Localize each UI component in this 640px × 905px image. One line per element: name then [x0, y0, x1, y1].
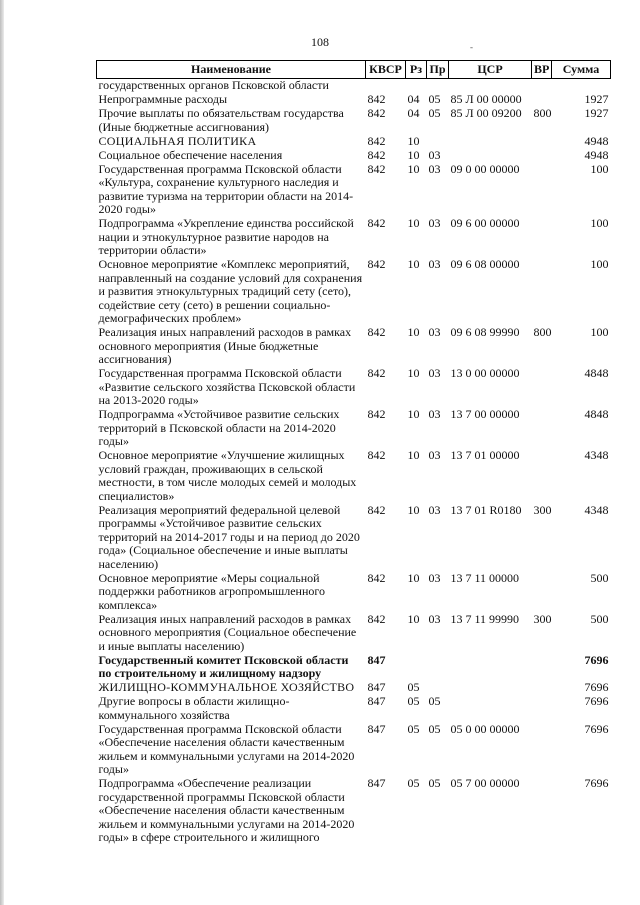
cell-name: Основное мероприятие «Меры социальной поддержки работников агропромышленного комплекса»	[98, 570, 326, 612]
cell-pr: 03	[428, 570, 441, 585]
cell-pr: 03	[428, 216, 441, 230]
table-row	[97, 695, 611, 723]
cell-vr	[532, 149, 552, 163]
cell-name: Основное мероприятие «Улучшение жилищных условий граждан, проживающих в сельской местности, в том числе молодых семей и молодых специалистов»	[98, 448, 357, 503]
cell-pr	[427, 79, 449, 94]
cell-kvsr: 842	[367, 216, 386, 230]
cell-name: Государственная программа Псковской области «Обеспечение населения области качественным жильем и коммунальными услугами на 2014-2020 годы»	[98, 721, 355, 776]
cell-vr: 300	[533, 502, 552, 517]
cell-csr: 13 7 11 00000	[450, 570, 520, 585]
cell-pr: 05	[428, 776, 441, 790]
cell-name: Государственная программа Псковской области «Развитие сельского хозяйства Псковской области на 2013-2020 годы»	[98, 366, 356, 407]
cell-sum: 500	[590, 570, 609, 585]
cell-name: Государственная программа Псковской области «Культура, сохранение культурного наследия и развитие туризма на территории области на 2014-2020 годы»	[98, 161, 354, 216]
cell-name: Реализация мероприятий федеральной целевой программы «Устойчивое развитие сельских территорий на 2014-2017 годы и на период до 2020 года» (Социальное обеспечение и иные выплаты населению)	[98, 502, 360, 571]
cell-kvsr: 842	[367, 92, 386, 106]
cell-sum: 100	[590, 325, 609, 339]
cell-rz: 10	[407, 216, 420, 230]
cell-sum: 7696	[584, 776, 609, 790]
cell-vr	[532, 217, 552, 258]
table-row	[97, 258, 611, 326]
cell-rz: 10	[407, 133, 420, 148]
budget-sheet	[96, 60, 610, 845]
cell-name: Прочие выплаты по обязательствам государства (Иные бюджетные ассигнования)	[98, 106, 344, 134]
cell-vr: 800	[533, 106, 552, 120]
cell-sum: 1927	[584, 92, 609, 106]
cell-pr: 03	[428, 161, 441, 176]
cell-rz: 10	[407, 161, 420, 176]
budget-table	[96, 60, 611, 845]
cell-pr: 03	[428, 502, 441, 517]
cell-sum: 4348	[584, 502, 609, 517]
cell-sum: 7696	[584, 694, 609, 708]
cell-pr: 03	[428, 257, 441, 271]
cell-rz	[406, 654, 427, 682]
cell-name: Реализация иных направлений расходов в рамках основного мероприятия (Иные бюджетные ассигнования)	[98, 325, 352, 366]
cell-rz: 10	[407, 257, 420, 271]
cell-name: СОЦИАЛЬНАЯ ПОЛИТИКА	[98, 133, 257, 148]
header-pr: Пр	[427, 61, 449, 79]
cell-name: Реализация иных направлений расходов в рамках основного мероприятия (Социальное обеспечение и иные выплаты населению)	[98, 611, 357, 653]
cell-sum: 4948	[584, 133, 609, 148]
cell-vr	[532, 258, 552, 326]
cell-name: Государственный комитет Псковской области по строительному и жилищному надзору	[98, 652, 349, 680]
table-row	[97, 135, 611, 149]
cell-kvsr: 842	[367, 147, 386, 162]
table-row	[97, 723, 611, 778]
cell-rz	[406, 79, 427, 94]
cell-csr: 05 7 00 00000	[450, 776, 520, 790]
cell-name: Подпрограмма «Укрепление единства российской нации и этнокультурное развитие народов на территории области»	[98, 216, 354, 257]
cell-sum: 100	[590, 257, 609, 271]
cell-vr	[532, 93, 552, 107]
cell-pr: 03	[428, 325, 441, 339]
cell-csr: 85 Л 00 00000	[450, 92, 522, 106]
cell-vr	[532, 408, 552, 449]
cell-vr	[532, 681, 552, 695]
table-row	[97, 93, 611, 107]
cell-vr	[532, 367, 552, 408]
cell-vr: 800	[533, 325, 552, 339]
cell-pr: 03	[428, 366, 441, 380]
cell-csr	[449, 135, 532, 149]
cell-csr: 09 0 00 00000	[450, 161, 520, 176]
cell-rz: 10	[407, 448, 420, 462]
table-row	[97, 449, 611, 504]
cell-name: Основное мероприятие «Комплекс мероприятий, направленный на создание условий для сохранения и развития этнокультурных традиций сету (сето), содействие сету (сето) в решении социально-демографических проблем»	[98, 257, 363, 325]
cell-name: Непрограммные расходы	[98, 92, 228, 106]
cell-csr: 13 7 01 R0180	[450, 502, 522, 517]
cell-pr	[427, 681, 449, 695]
cell-vr	[532, 79, 552, 94]
cell-sum: 7696	[584, 721, 609, 736]
table-row	[97, 408, 611, 449]
cell-pr: 05	[428, 106, 441, 120]
header-csr: ЦСР	[449, 61, 532, 79]
cell-pr: 03	[428, 147, 441, 162]
cell-rz: 05	[407, 776, 420, 790]
cell-pr: 05	[428, 694, 441, 708]
cell-vr: 300	[533, 611, 552, 626]
scan-edge-shadow	[0, 0, 4, 905]
cell-sum: 4848	[584, 407, 609, 421]
cell-pr: 05	[428, 92, 441, 106]
page-number: 108	[311, 35, 329, 49]
cell-name: Другие вопросы в области жилищно-коммунального хозяйства	[98, 694, 290, 722]
cell-kvsr: 842	[367, 407, 386, 421]
cell-kvsr: 842	[367, 161, 386, 176]
cell-vr	[532, 163, 552, 218]
cell-kvsr: 847	[367, 721, 386, 736]
header-sum: Сумма	[552, 61, 611, 79]
table-row	[97, 681, 611, 695]
table-row	[97, 107, 611, 135]
header-rz: Рз	[406, 61, 427, 79]
cell-name: государственных органов Псковской области	[98, 78, 329, 92]
cell-rz: 05	[407, 721, 420, 736]
cell-vr	[532, 695, 552, 723]
cell-csr	[449, 79, 532, 94]
cell-name: ЖИЛИЩНО-КОММУНАЛЬНОЕ ХОЗЯЙСТВО	[98, 680, 355, 694]
table-row	[97, 149, 611, 163]
cell-csr	[449, 681, 532, 695]
cell-csr: 13 0 00 00000	[450, 366, 520, 380]
table-row	[97, 572, 611, 613]
cell-kvsr	[366, 79, 406, 94]
cell-pr	[427, 135, 449, 149]
cell-pr: 03	[428, 407, 441, 421]
cell-kvsr: 842	[367, 257, 386, 271]
cell-vr	[532, 777, 552, 845]
table-row	[97, 163, 611, 218]
cell-csr: 13 7 00 00000	[450, 407, 520, 421]
cell-kvsr: 842	[367, 106, 386, 120]
table-row	[97, 777, 611, 845]
cell-rz: 10	[407, 147, 420, 162]
cell-name: Социальное обеспечение населения	[98, 147, 283, 162]
cell-rz: 10	[407, 407, 420, 421]
cell-csr	[449, 695, 532, 723]
cell-csr	[449, 654, 532, 682]
cell-rz: 05	[407, 680, 420, 694]
cell-csr	[449, 149, 532, 163]
table-row	[97, 217, 611, 258]
cell-sum: 7696	[584, 652, 609, 667]
cell-rz: 04	[407, 106, 420, 120]
cell-rz: 04	[407, 92, 420, 106]
stray-mark: -	[470, 42, 473, 52]
cell-pr: 03	[428, 448, 441, 462]
cell-sum: 100	[590, 161, 609, 176]
table-row	[97, 79, 611, 94]
cell-name: Подпрограмма «Устойчивое развитие сельских территорий в Псковской области на 2014-2020 годы»	[98, 407, 340, 448]
cell-vr	[532, 572, 552, 613]
cell-csr: 13 7 11 99990	[450, 611, 520, 626]
cell-csr: 13 7 01 00000	[450, 448, 520, 462]
cell-sum: 1927	[584, 106, 609, 120]
cell-kvsr: 842	[367, 611, 386, 626]
cell-rz: 10	[407, 366, 420, 380]
cell-csr: 09 6 08 99990	[450, 325, 520, 339]
cell-kvsr: 847	[367, 694, 386, 708]
cell-rz: 10	[407, 570, 420, 585]
cell-pr: 05	[428, 721, 441, 736]
cell-sum: 4948	[584, 147, 609, 162]
cell-sum	[552, 79, 611, 94]
table-row	[97, 654, 611, 682]
cell-vr	[532, 135, 552, 149]
table-row	[97, 367, 611, 408]
cell-kvsr: 842	[367, 325, 386, 339]
cell-rz: 10	[407, 325, 420, 339]
cell-kvsr: 847	[367, 776, 386, 790]
cell-kvsr: 842	[367, 448, 386, 462]
cell-csr: 09 6 08 00000	[450, 257, 520, 271]
cell-pr: 03	[428, 611, 441, 626]
cell-csr: 09 6 00 00000	[450, 216, 520, 230]
cell-rz: 10	[407, 611, 420, 626]
cell-kvsr: 842	[367, 133, 386, 148]
header-kvsr: КВСР	[366, 61, 406, 79]
table-row	[97, 613, 611, 654]
cell-csr: 85 Л 00 09200	[450, 106, 522, 120]
cell-kvsr: 842	[367, 502, 386, 517]
cell-sum: 500	[590, 611, 609, 626]
cell-sum: 4348	[584, 448, 609, 462]
cell-rz: 10	[407, 502, 420, 517]
table-header-row	[97, 61, 611, 79]
table-row	[97, 326, 611, 367]
cell-sum: 4848	[584, 366, 609, 380]
cell-vr	[532, 449, 552, 504]
cell-name: Подпрограмма «Обеспечение реализации государственной программы Псковской области «Обеспечение населения области качественным жильем и коммунальными услугами на 2014-2020 годы» в сфере строительного и жилищного	[98, 776, 355, 844]
cell-sum: 100	[590, 216, 609, 230]
cell-kvsr: 847	[367, 680, 386, 694]
cell-vr	[532, 654, 552, 682]
header-vr: ВР	[532, 61, 552, 79]
header-name: Наименование	[97, 61, 366, 79]
cell-kvsr: 842	[367, 570, 386, 585]
cell-rz: 05	[407, 694, 420, 708]
cell-pr	[427, 654, 449, 682]
cell-kvsr: 847	[367, 652, 386, 667]
cell-vr	[532, 723, 552, 778]
cell-kvsr: 842	[367, 366, 386, 380]
cell-csr: 05 0 00 00000	[450, 721, 520, 736]
cell-sum: 7696	[584, 680, 609, 694]
table-row	[97, 504, 611, 572]
